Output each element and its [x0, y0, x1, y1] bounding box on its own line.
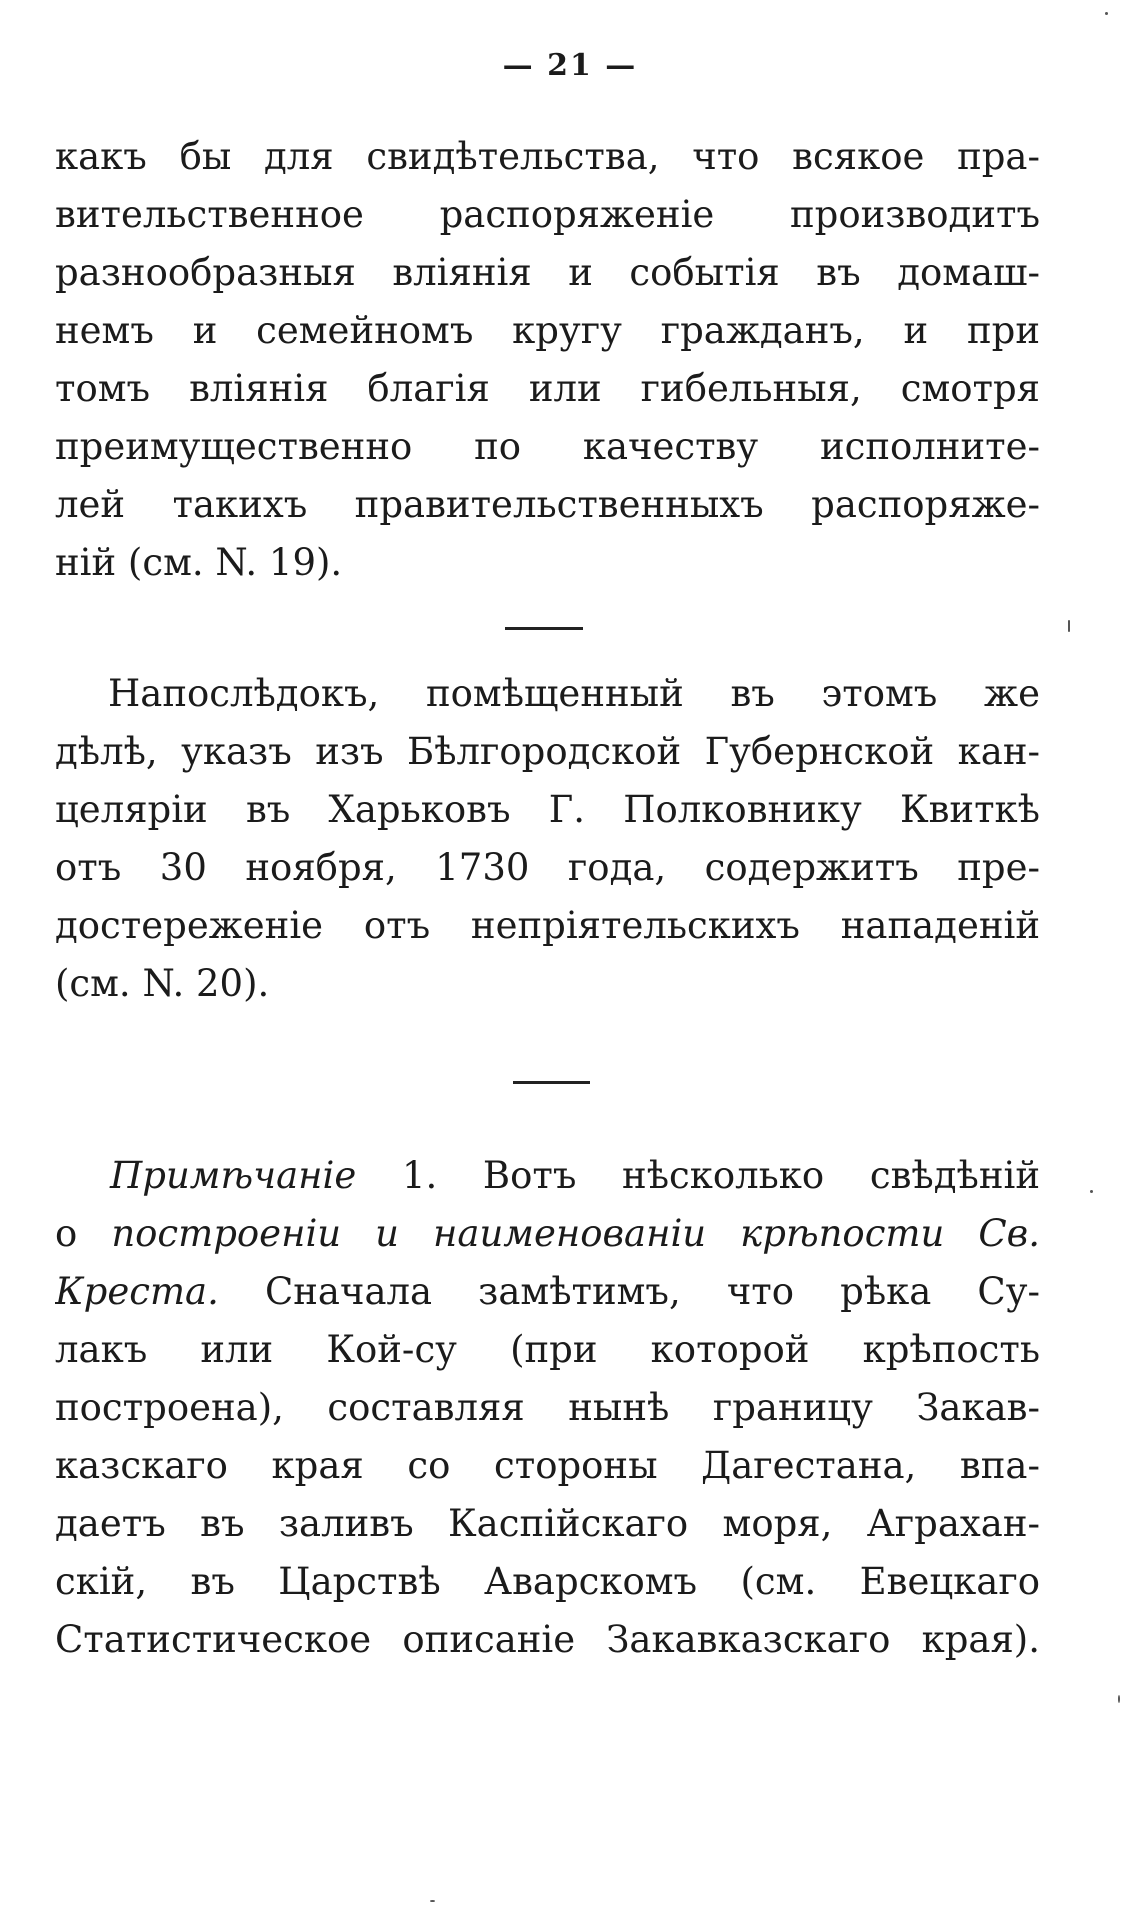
text-line: вительственное распоряженіе производитъ	[55, 193, 1040, 236]
note-text: о	[55, 1212, 112, 1255]
scan-speck	[1105, 12, 1108, 15]
text-line: лей такихъ правительственныхъ распоряже-	[55, 483, 1040, 526]
note-text: Сначала замѣтимъ, что рѣка Су-	[218, 1270, 1040, 1313]
paragraph-2	[55, 665, 1040, 1013]
section-separator	[513, 1081, 590, 1084]
text-line: лакъ или Кой-су (при которой крѣпость	[55, 1328, 1040, 1371]
text-line: какъ бы для свидѣтельства, что всякое пра-	[55, 135, 1040, 178]
text-line	[55, 1263, 1040, 1321]
text-line: даетъ въ заливъ Каспійскаго моря, Аграхан-	[55, 1502, 1040, 1545]
note-emphasis: построеніи и наименованіи крѣпости Св.	[111, 1212, 1040, 1255]
text-line	[55, 1205, 1040, 1263]
text-line: дѣлѣ, указъ изъ Бѣлгородской Губернской кан-	[55, 730, 1040, 773]
text-line: скій, въ Царствѣ Аварскомъ (см. Евецкаго	[55, 1560, 1040, 1603]
text-line: Статистическое описаніе Закавказскаго края).	[55, 1618, 1040, 1661]
text-line: томъ вліянія благія или гибельныя, смотря	[55, 367, 1040, 410]
text-line: построена), составляя нынѣ границу Закав-	[55, 1386, 1040, 1429]
text-line: Напослѣдокъ, помѣщенный въ этомъ же	[108, 672, 1040, 715]
paragraph-3-note	[55, 1147, 1040, 1669]
text-line: казскаго края со стороны Дагестана, впа-	[55, 1444, 1040, 1487]
scan-speck	[1068, 620, 1070, 632]
scan-speck	[1118, 1695, 1120, 1703]
text-line: немъ и семейномъ кругу гражданъ, и при	[55, 309, 1040, 352]
text-line: ній (см. N. 19).	[55, 541, 343, 584]
text-line: достереженіе отъ непріятельскихъ нападеній	[55, 904, 1040, 947]
text-line: разнообразныя вліянія и событія въ домаш-	[55, 251, 1040, 294]
text-line: отъ 30 ноября, 1730 года, содержитъ пре-	[55, 846, 1040, 889]
section-separator	[505, 627, 583, 630]
page-number: — 21 —	[502, 48, 638, 83]
text-line: преимущественно по качеству исполните-	[55, 425, 1040, 468]
note-emphasis: Креста.	[55, 1270, 219, 1313]
scan-speck	[1090, 1190, 1093, 1193]
text-line: целяріи въ Харьковъ Г. Полковнику Квиткѣ	[55, 788, 1040, 831]
scan-speck	[430, 1900, 435, 1902]
text-line	[55, 1147, 1040, 1205]
note-heading: Примѣчаніе	[110, 1154, 357, 1197]
text-line: (см. N. 20).	[55, 962, 270, 1005]
paragraph-1	[55, 128, 1040, 592]
note-text: 1. Вотъ нѣсколько свѣдѣній	[356, 1154, 1040, 1197]
